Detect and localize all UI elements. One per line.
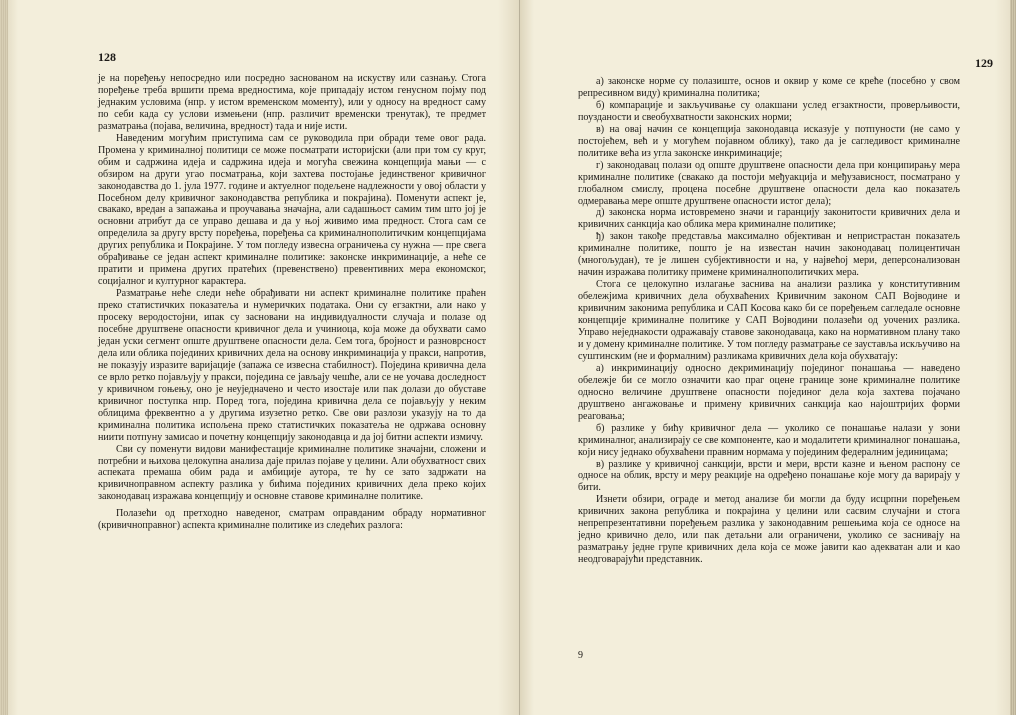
paragraph: Сви су поменути видови манифестације криминалне политике значајни, сложени и потребни и њихова целокупна анализа даје прилаз појаве у целини. Али обухватност свих аспеката премаша обим рада и амбиције аутора, те ћу се зато задржати на кривичноправном аспекту разлика у бићима појединих кривичних дела преко којих законодавац изражава концепцију и основне ставове криминалне политике. bbox=[98, 443, 486, 503]
page-number-right: 129 bbox=[975, 56, 993, 70]
list-item: а) инкриминацију односно декриминацију појединог понашања — наведено обележје би се могло означити као праг оцене границе зоне криминалне политике односно величине друштвене опасности појединог дела која захтева појачано друштвено ангажовање и примену кривичних санкција као најоштријих форми реаговања; bbox=[578, 362, 960, 422]
list-item: в) разлике у кривичној санкцији, врсти и мери, врсти казне и њеном распону се односе на облик, врсту и меру реакције на одређено понашање које могу да варирају у бити. bbox=[578, 458, 960, 494]
paragraph: Стога се целокупно излагање заснива на анализи разлика у конститутивним обележјима кривичних дела обухваћених Кривичним законом САП Војводине и кривичним законима република и САП Косова како би се поређењем сагледале основне концепције криминалне политике у САП Војводини полазећи од уочених разлика. Управо неједнакости одражавају ставове законодаваца, како на нормативном плану тако и у домену криминалне политике. У том погледу разматрање се зауставља искључиво на суштинским (не и формалним) разликама кривичних дела која обухватају: bbox=[578, 279, 960, 362]
paragraph: Полазећи од претходно наведеног, сматрам оправданим обраду нормативног (кривичноправног) аспекта криминалне политике из следећих разлога: bbox=[98, 508, 486, 532]
signature-mark: 9 bbox=[578, 650, 583, 661]
page-edges-left bbox=[0, 0, 8, 715]
list-item: б) разлике у бићу кривичног дела — уколико се понашање налази у зони криминалног, анализирају се све компоненте, као и модалитети криминалног понашања, који нису једнако обухваћени правним нормама у појединим федералним јединицама; bbox=[578, 422, 960, 458]
list-item: а) законске норме су полазиште, основ и оквир у коме се креће (посебно у свом репресивном виду) криминална политика; bbox=[578, 76, 960, 99]
list-item: г) законодавац полази од опште друштвене опасности дела при конципирању мера криминалне политике (свакако да постоји међуакција и међузависност, посматрано у глобалном смислу, процена посебне друштвене опасности дела као показатељ одмеравања мере опште друштвене опасности истог дела); bbox=[578, 159, 960, 207]
paragraph: Разматрање неће следи неће обрађивати ни аспект криминалне политике праћен преко статистичких показатеља и нумеричких података. Они су егзактни, али нако у просеку веродостојни, ипак су засновани на индивидуалности случаја и полазе од посебне друштвене опасности кривичног дела и учиниоца, која може да обухвати само један уски сегмент опште друштвене опасности дела. Сем тога, бројност и разноврсност дела или облика појединих кривичних дела на основу инкриминација у пракси, напротив, не показују изразите варијације (запажа се извесна стабилност). Поједина кривична дела се врло ретко појављују у пракси, поједина се јављају чешће, али се не уочава доследност у кривичном гоњењу, оно је неуједначено и често изостаје или пак долази до обуставе кривичног поступка нпр. Поред тога, поједина кривична дела се појављују у неким облицима фреквентно а у другима изузетно ретко. Све ови разлози указују на то да криминална политика испољена преко статистичких показатеља не одржава основну ниити потпуну замисао и почетну концепцију законодавца и да јој битни аспекти измичу. bbox=[98, 288, 486, 443]
paragraph: Изнети обзири, ограде и метод анализе би могли да буду исцрпни поређењем кривичних закона република и покрајина у целини или сасвим случајни и стога непрепрезентативни поређењем разлика у законодавним решењима која се односе на једно кривично дело, или пак детаљни али ограничени, уколико се засниваjу на разматрању једне групе кривичних дела која се може јавити као адекватан али и као неодговарајући представник. bbox=[578, 494, 960, 566]
page-edges-right bbox=[1010, 0, 1016, 715]
list-item: ђ) закон такође представља максимално објективан и непристрастан показатељ криминалне политике, пошто је на известан начин законодавац полицентичан (многољудан), те је лишен субјективности и на, у највећој мери, деперсонализован начин изражава политику примене криминалнополитичких мера. bbox=[578, 231, 960, 279]
list-item: в) на овај начин се концепција законодавца исказује у потпуности (не само у постојећем, већ и у могућем појавном облику), тако да је сагледивост криминалне политике већа из угла законске инкриминације; bbox=[578, 123, 960, 159]
page-number-left: 128 bbox=[98, 50, 116, 64]
right-page-text bbox=[578, 76, 960, 566]
list-item: д) законска норма истовремено значи и гаранцију законитости кривичних дела и кривичних санкција као облика мера криминалне политике; bbox=[578, 207, 960, 231]
right-page bbox=[520, 0, 1010, 715]
paragraph: Наведеним могућим приступима сам се руководила при обради теме овог рада. Промена у криминалној политици се може посматрати историјски (али при том су круг, обим и садржина идеја и садржина идеја и могућа свежина концепција мањи — с обзиром на други угао посматрања, који захтева постојање јединственог кривичног законодавства до 1. јула 1977. године и актуелног подељене надлежности у овој области у Посебном делу кривичног законодавства република и покрајина). Поменути аспект је, свакако, вредан а запажања и проучавања значајна, али садашњост самим тим што јој је основни атрибут да се управо дешава и да у њој живимо има предност. Стога сам се определила за другу врсту поређења, поређења са криминалнополитичким концепцијама других република и Покрајине. У том погледу извесна ограничења су нужна — пре свега обрађивање се један аспект криминалне политике: законске инкриминације, а неће се пратити и примена других пратећих (превенствено) превентивних мера економског, социјалног и културног карактера. bbox=[98, 132, 486, 288]
left-page-text bbox=[98, 73, 486, 532]
list-item: б) компарације и закључивање су олакшани услед егзактности, проверљивости, поузданости и свеобухватности законских норми; bbox=[578, 99, 960, 123]
paragraph: је на поређењу непосредно или посредно заснованом на искуству или сазнању. Стога поређење треба вршити према вредностима, које припадају истом генусном појму под једнаким условима (нпр. у истом временском моменту), или у односу на вредност саму по себи када су услови измењени (нпр. различит временски тренутак), те предмет разматрања (појава, величина, вредност) тада и није исти. bbox=[98, 73, 486, 132]
left-page bbox=[8, 0, 520, 715]
